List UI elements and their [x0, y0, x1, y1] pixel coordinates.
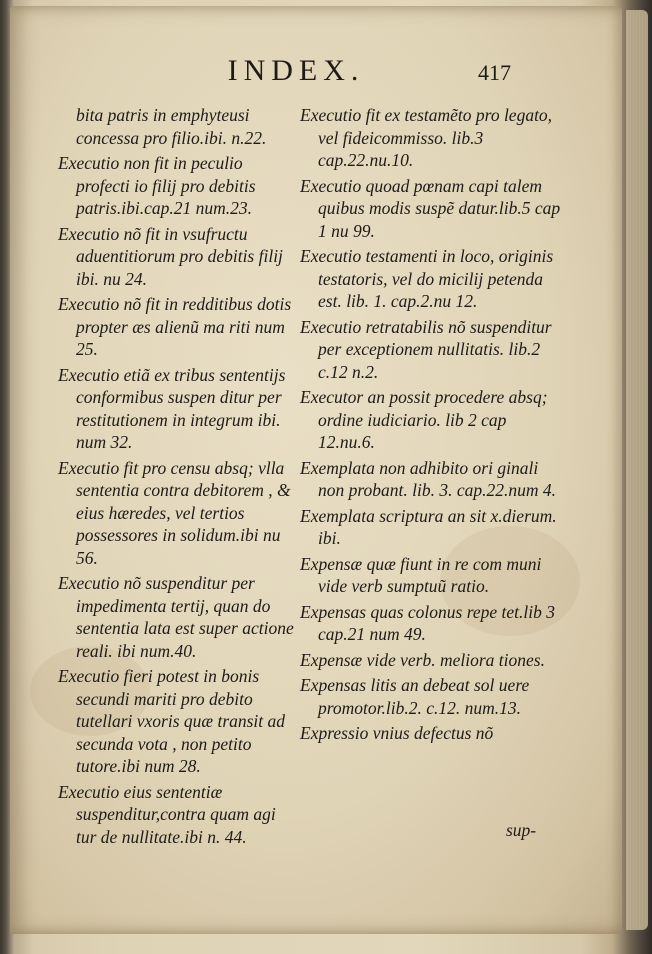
index-entry: Expensas quas colonus repe tet.lib 3 cap.21 num 49. [300, 601, 556, 644]
index-entry: Executio etiã ex tribus sententijs conformibus suspen ditur per restitutionem in integrum ibi. num 32. [58, 364, 286, 452]
index-entry: bita patris in emphyteusi concessa pro filio.ibi. n.22. [76, 105, 267, 148]
index-entry: Exemplata non adhibito ori ginali non probant. lib. 3. cap.22.num 4. [300, 457, 557, 500]
index-entry: Executio nõ fit in redditibus dotis propter æs alienũ ma riti num 25. [58, 294, 292, 359]
index-entry: Exemplata scriptura an sit x.dierum. ibi. [300, 505, 557, 548]
index-entry: Executio non fit in peculio profecti io filij pro debitis patris.ibi.cap.21 num.23. [58, 153, 256, 218]
index-entry: Expensas litis an debeat sol uere promotor.lib.2. c.12. num.13. [300, 675, 530, 718]
page [10, 6, 622, 934]
index-entry: Executio fit ex testamẽto pro legato, vel fideicommisso. lib.3 cap.22.nu.10. [300, 105, 553, 170]
page-header [10, 52, 622, 92]
index-entry: Executio quoad pœnam capi talem quibus modis suspẽ datur.lib.5 cap 1 nu 99. [300, 175, 561, 241]
page-edges [626, 10, 648, 930]
index-column-right [300, 104, 562, 748]
page-number: 417 [478, 60, 511, 85]
index-entry: Expensæ vide verb. meliora tiones. [300, 649, 545, 670]
page-title: INDEX. [227, 54, 365, 87]
index-entry: Executor an possit procedere absq; ordine iudiciario. lib 2 cap 12.nu.6. [300, 387, 548, 452]
index-entry: Expensæ quæ fiunt in re com muni vide verb sumptuũ ratio. [300, 553, 542, 596]
index-entry: Executio testamenti in loco, originis testatoris, vel do micilij petenda est. lib. 1. cap.2.nu 12. [300, 246, 554, 311]
index-entry: Executio fit pro censu absq; vlla sententia contra debitorem , & eius hæredes, vel tertios possessores in solidum.ibi nu 56. [58, 457, 291, 568]
index-entry: Executio nõ fit in vsufructu aduentitiorum pro debitis filij ibi. nu 24. [58, 223, 283, 289]
index-entry: Executio retratabilis nõ suspenditur per exceptionem nullitatis. lib.2 c.12 n.2. [300, 316, 552, 382]
index-entry: Executio nõ suspenditur per impedimenta tertij, quan do sententia lata est super actione reali. ibi num.40. [58, 573, 294, 661]
index-entry: Expressio vnius defectus nõ [300, 723, 494, 743]
index-column-left [58, 104, 298, 851]
catchword: sup- [506, 820, 537, 840]
index-entry: Executio fieri potest in bonis secundi mariti pro debito tutellari vxoris quæ transit ad secunda vota , non petito tutore.ibi num 28. [58, 666, 286, 776]
index-entry: Executio eius sententiæ suspenditur,contra quam agi tur de nullitate.ibi n. 44. [58, 781, 276, 847]
